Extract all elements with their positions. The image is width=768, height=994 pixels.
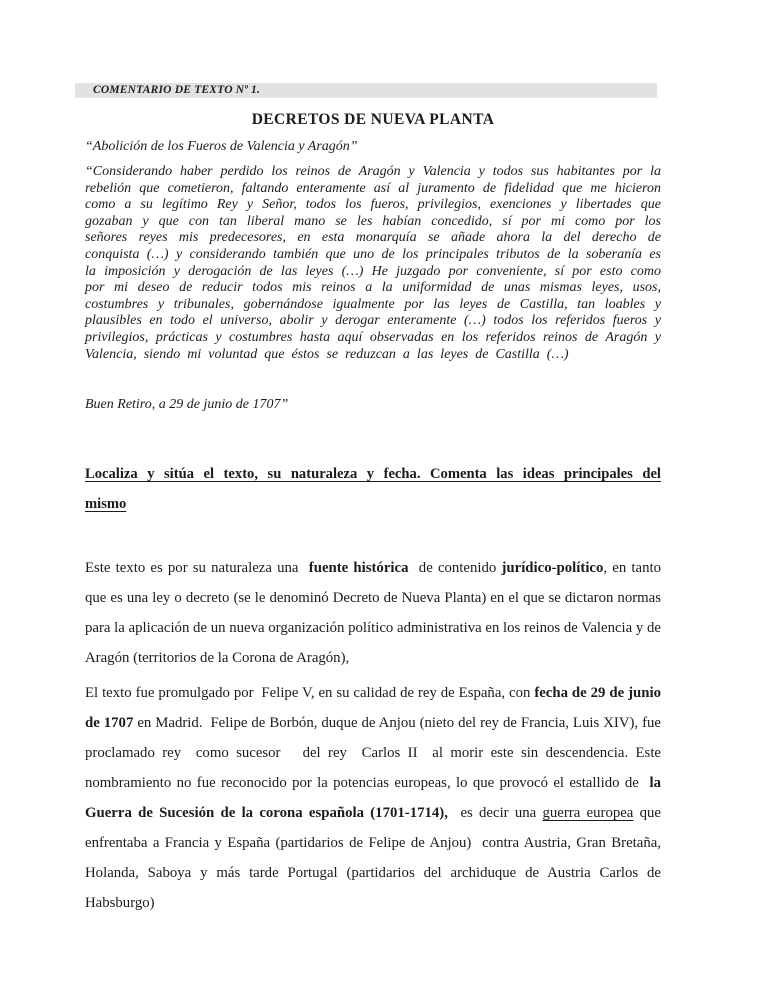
text-segment: es decir una bbox=[447, 805, 543, 821]
text-segment: que enfrentaba a Francia y España (partidarios de Felipe de Anjou) contra Austria, Gran Bretaña, Holanda, Saboya y más tarde Portugal (partidarios del archiduque de Austria Carlos de Habsburgo) bbox=[85, 805, 662, 911]
analysis-paragraph-2 bbox=[85, 678, 661, 918]
task-heading bbox=[85, 459, 661, 519]
task-heading-line1: Localiza y sitúa el texto, su naturaleza y fecha. Comenta las ideas principales del bbox=[85, 466, 661, 482]
text-segment: fecha de 29 de junio de 1707 bbox=[85, 685, 661, 731]
document-title: DECRETOS DE NUEVA PLANTA bbox=[251, 111, 495, 128]
text-segment: de contenido bbox=[408, 560, 502, 576]
text-segment: , en tanto que es una ley o decreto (se le denominó Decreto de Nueva Planta) en el que se dictaron normas para la aplicación de un nueva organización político administrativa en los reinos de Valencia y de Aragón (territorios de la Corona de Aragón), bbox=[85, 560, 661, 666]
text-segment: guerra europea bbox=[542, 805, 634, 821]
document-subtitle: “Abolición de los Fueros de Valencia y Aragón” bbox=[85, 139, 358, 154]
text-segment: en Madrid. Felipe de Borbón, duque de Anjou (nieto del rey de Francia, Luis XIV), fue proclamado rey como sucesor del rey Carlos II al morir este sin descendencia. Este nombramiento no fue reconocido por la potencias europeas, lo que provocó el estallido de bbox=[85, 715, 661, 791]
exercise-label: COMENTARIO DE TEXTO Nº 1. bbox=[93, 84, 261, 96]
text-segment: Este texto es por su naturaleza una bbox=[85, 560, 309, 576]
quote-dateline: Buen Retiro, a 29 de junio de 1707” bbox=[85, 397, 289, 412]
text-segment: jurídico-político bbox=[501, 560, 604, 576]
exercise-label-bar bbox=[75, 83, 657, 98]
text-segment: la Guerra de Sucesión de la corona española (1701-1714), bbox=[85, 775, 661, 821]
task-heading-line2: mismo bbox=[85, 496, 127, 512]
text-segment: fuente histórica bbox=[308, 560, 409, 576]
analysis-paragraph-1 bbox=[85, 553, 661, 673]
quote-body: “Considerando haber perdido los reinos de Aragón y Valencia y todos sus habitantes por la rebelión que cometieron, faltando enteramente así al juramento de fidelidad que me hicieron como a su legítimo Rey y Señor, todos los fueros, privilegios, exenciones y libertades que gozaban y que con tan liberal mano se les habían concedido, sí por mi como por los señores reyes mis predecesores, en esta monarquía se añade ahora la del derecho de conquista (…) y considerando también que uno de los principales tributos de la soberanía es la imposición y derogación de las leyes (…) He juzgado por conveniente, sí por esto como por mi deseo de reducir todos mis reinos a la uniformidad de unas mismas leyes, usos, costumbres y tribunales, gobernándose igualmente por las leyes de Castilla, tan loables y plausibles en todo el universo, abolir y derogar enteramente (…) todos los referidos fueros y privilegios, prácticas y costumbres hasta aquí observadas en los referidos reinos de Aragón y Valencia, siendo mi voluntad que éstos se reduzcan a las leyes de Castilla (…) bbox=[85, 164, 661, 362]
text-segment: El texto fue promulgado por Felipe V, en su calidad de rey de España, con bbox=[85, 685, 535, 701]
